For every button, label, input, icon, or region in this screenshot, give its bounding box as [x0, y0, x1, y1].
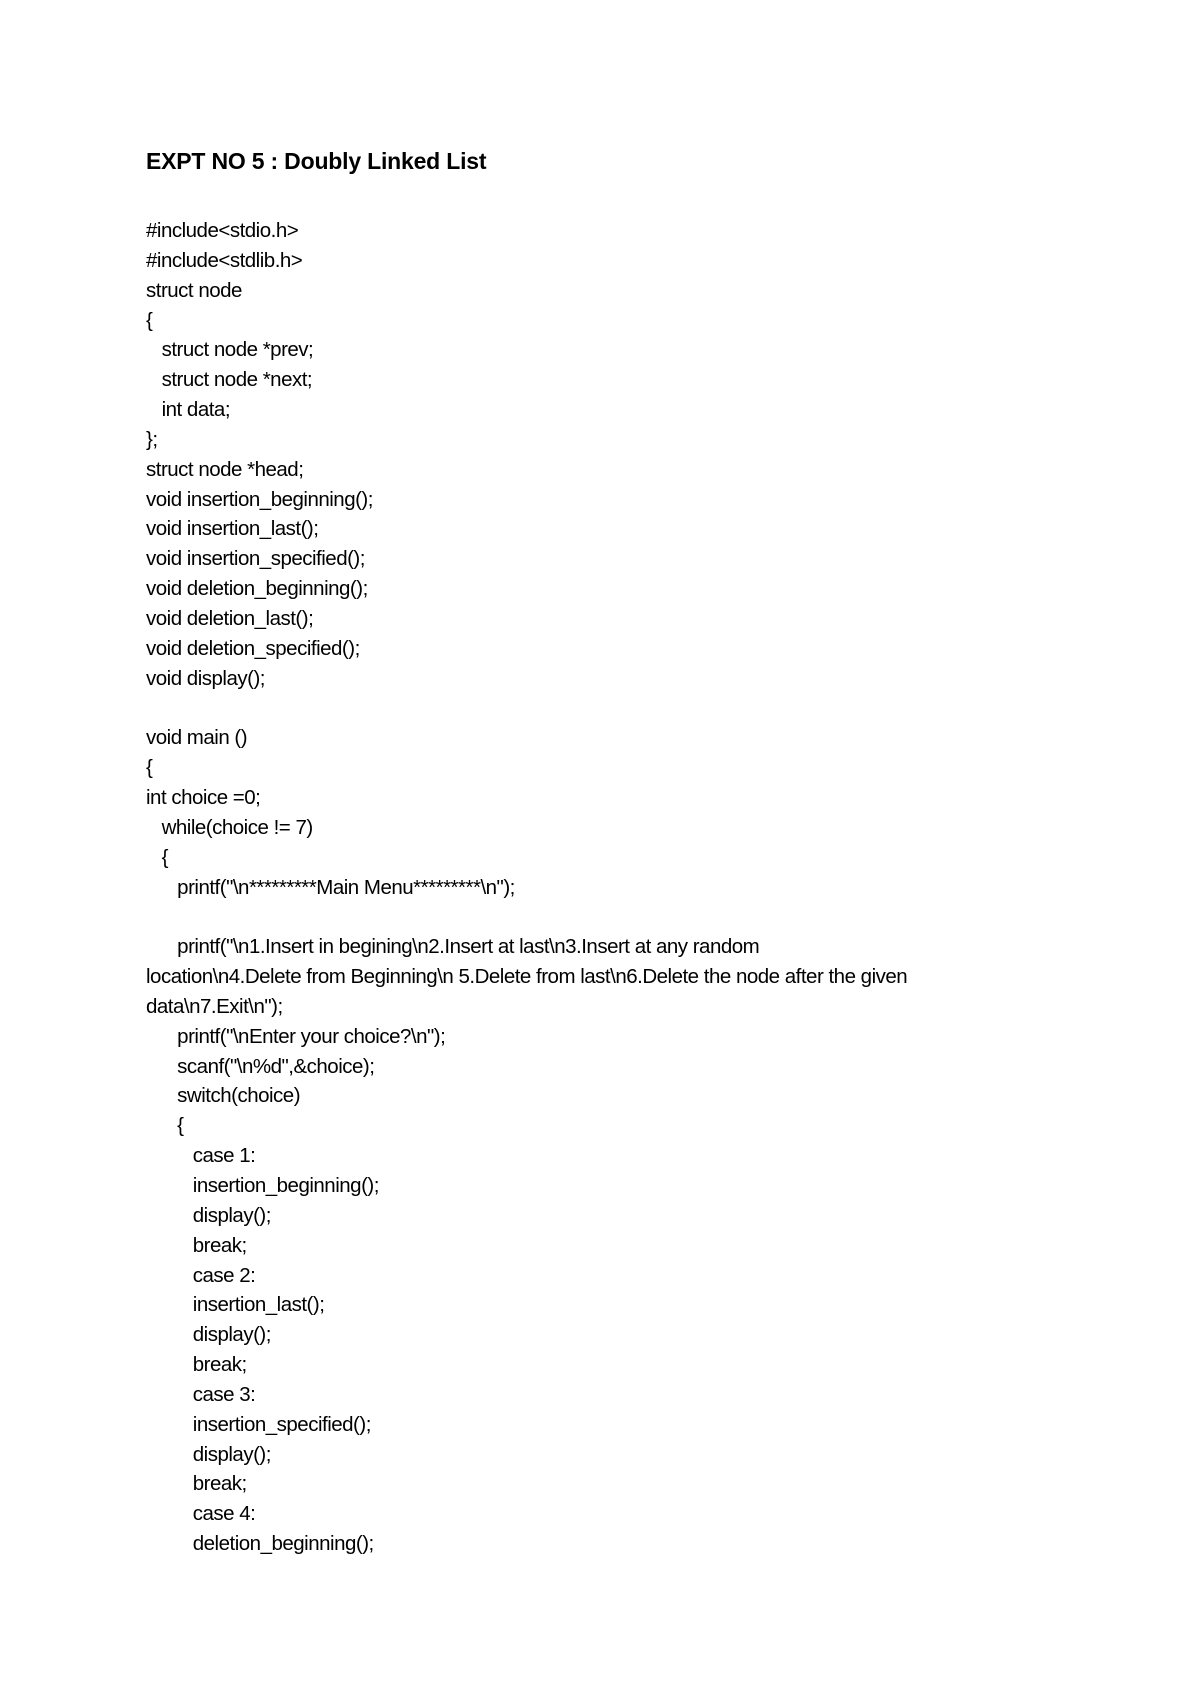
code-line: deletion_beginning();: [146, 1532, 374, 1556]
code-line: insertion_last();: [146, 1293, 325, 1317]
code-line: break;: [146, 1353, 247, 1377]
code-line: display();: [146, 1442, 271, 1466]
code-line: case 3:: [146, 1382, 256, 1406]
code-line: void main (): [146, 726, 248, 750]
code-line: location\n4.Delete from Beginning\n 5.Delete from last\n6.Delete the node after the given: [146, 965, 908, 989]
code-line: while(choice != 7): [146, 815, 313, 839]
code-line: printf("\nEnter your choice?\n");: [146, 1024, 446, 1048]
code-line: case 1:: [146, 1144, 256, 1168]
code-line: void insertion_beginning();: [146, 487, 373, 511]
code-line: printf("\n*********Main Menu*********\n");: [146, 875, 515, 899]
code-line: case 2:: [146, 1263, 256, 1287]
code-line: int choice =0;: [146, 786, 261, 810]
code-line: {: [146, 308, 153, 332]
code-line: break;: [146, 1472, 247, 1496]
code-line: scanf("\n%d",&choice);: [146, 1054, 375, 1078]
code-line: {: [146, 756, 153, 780]
code-listing: [146, 216, 1106, 1559]
code-line: struct node *prev;: [146, 338, 314, 362]
code-line: {: [146, 1114, 184, 1138]
code-line: case 4:: [146, 1502, 256, 1526]
code-line: void insertion_last();: [146, 517, 319, 541]
code-line: printf("\n1.Insert in begining\n2.Insert at last\n3.Insert at any random: [146, 935, 760, 959]
code-line: struct node *head;: [146, 457, 304, 481]
code-line: #include<stdlib.h>: [146, 248, 303, 272]
code-line: void deletion_specified();: [146, 636, 360, 660]
code-line: void display();: [146, 666, 265, 690]
code-line: break;: [146, 1233, 247, 1257]
code-line: void deletion_beginning();: [146, 577, 368, 601]
code-line: void insertion_specified();: [146, 547, 365, 571]
code-line: void deletion_last();: [146, 606, 314, 630]
code-line: switch(choice): [146, 1084, 301, 1108]
code-line: display();: [146, 1203, 271, 1227]
code-line: {: [146, 845, 168, 869]
code-line: };: [146, 427, 158, 451]
code-line: insertion_specified();: [146, 1412, 371, 1436]
code-line: struct node: [146, 278, 242, 302]
code-line: struct node *next;: [146, 368, 313, 392]
code-line: int data;: [146, 398, 231, 422]
code-line: data\n7.Exit\n");: [146, 994, 283, 1018]
code-line: #include<stdio.h>: [146, 219, 299, 242]
code-line: [146, 902, 1106, 932]
code-line: display();: [146, 1323, 271, 1347]
code-line: [146, 694, 1106, 724]
document-title: EXPT NO 5 : Doubly Linked List: [146, 148, 487, 174]
code-line: insertion_beginning();: [146, 1174, 379, 1197]
